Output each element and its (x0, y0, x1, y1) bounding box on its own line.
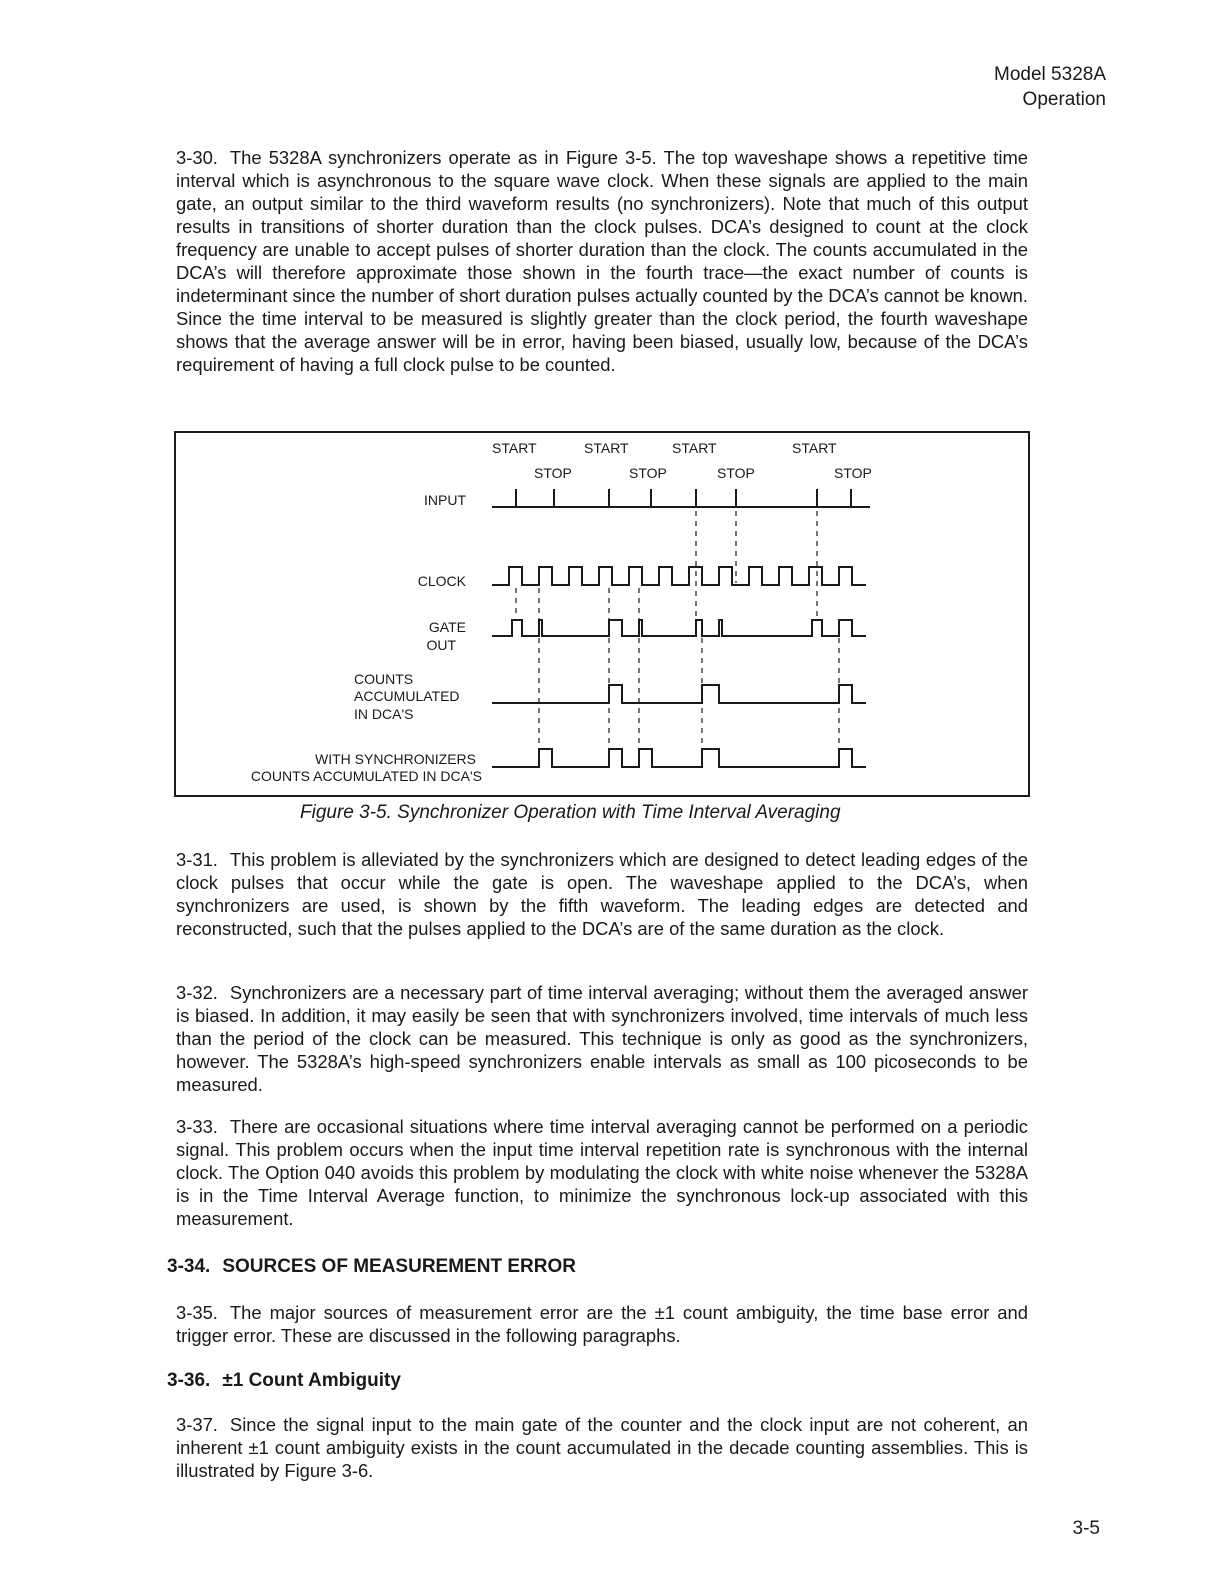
heading-number: 3-34. (167, 1256, 211, 1277)
paragraph-number: 3-31. (176, 849, 218, 870)
paragraph-number: 3-32. (176, 982, 218, 1003)
clock-waveform (492, 567, 866, 585)
paragraph-number: 3-33. (176, 1116, 218, 1137)
paragraph-number: 3-37. (176, 1414, 218, 1435)
clock-label: CLOCK (417, 573, 466, 589)
paragraph-text: Synchronizers are a necessary part of time interval averaging; without them the averaged answer is biased. In addition, it may easily be seen that with synchronizers involved, time intervals of much less than the period of the clock can be measured. This technique is only as good as the synchronizers, however. The 5328A’s high-speed synchronizers enable intervals as small as 100 picoseconds to be measured. (176, 982, 1028, 1095)
start-label: START (672, 440, 717, 456)
paragraph-3-30 (176, 146, 1028, 376)
paragraph-text: The major sources of measurement error are the ±1 count ambiguity, the time base error and trigger error. These are discussed in the following paragraphs. (176, 1302, 1028, 1346)
heading-text: ±1 Count Ambiguity (222, 1370, 401, 1391)
paragraph-3-31 (176, 848, 1028, 940)
gate-out-waveform (492, 620, 866, 636)
start-label: START (792, 440, 837, 456)
figure-caption: Figure 3-5. Synchronizer Operation with Time Interval Averaging (300, 802, 841, 823)
page-number: 3-5 (1072, 1518, 1100, 1539)
stop-label: STOP (534, 465, 572, 481)
section-heading-3-34 (167, 1256, 576, 1278)
timing-diagram (176, 433, 1028, 795)
figure-3-5 (174, 431, 1030, 797)
paragraph-text: There are occasional situations where time interval averaging cannot be performed on a periodic signal. This problem occurs when the input time interval repetition rate is synchronous with the internal clock. The Option 040 avoids this problem by modulating the clock with white noise whenever the 5328A is in the Time Interval Average function, to minimize the synchronous lock-up associated with this measurement. (176, 1116, 1028, 1229)
paragraph-text: The 5328A synchronizers operate as in Figure 3-5. The top waveshape shows a repetitive time interval which is asynchronous to the square wave clock. When these signals are applied to the main gate, an output similar to the third waveform results (no synchronizers). Note that much of this output results in transitions of shorter duration than the clock pulses. DCA’s designed to count at the clock frequency are unable to accept pulses of shorter duration than the clock. The counts accumulated in the DCA’s will therefore approximate those shown in the fourth trace—the exact number of counts is indeterminant since the number of short duration pulses actually counted by the DCA’s cannot be known. Since the time interval to be measured is slightly greater than the clock period, the fourth waveshape shows that the average answer will be in error, having been biased, usually low, because of the DCA’s requirement of having a full clock pulse to be counted. (176, 147, 1028, 375)
section-label: Operation (1022, 89, 1106, 110)
gate-out-label: OUT (426, 637, 456, 653)
paragraph-3-37 (176, 1413, 1028, 1482)
paragraph-3-32 (176, 981, 1028, 1096)
start-label: START (492, 440, 537, 456)
gate-label: GATE (428, 619, 466, 635)
heading-text: SOURCES OF MEASUREMENT ERROR (222, 1256, 576, 1277)
counts-label: COUNTS (354, 671, 414, 687)
section-heading-3-36 (167, 1370, 401, 1392)
with-synchronizers-label: WITH SYNCHRONIZERS (315, 751, 476, 767)
start-label: START (584, 440, 629, 456)
paragraph-number: 3-30. (176, 147, 218, 168)
stop-label: STOP (717, 465, 755, 481)
input-waveform (492, 489, 870, 507)
counts-accumulated-label: ACCUMULATED (354, 688, 460, 704)
sync-counts-label: COUNTS ACCUMULATED IN DCA'S (250, 768, 482, 784)
page-header (994, 62, 1106, 112)
stop-label: STOP (834, 465, 872, 481)
counts-waveform (492, 685, 866, 703)
paragraph-text: This problem is alleviated by the synchronizers which are designed to detect leading edges of the clock pulses that occur while the gate is open. The waveshape applied to the DCA’s, when synchronizers are used, is shown by the fifth waveform. The leading edges are detected and reconstructed, such that the pulses applied to the DCA’s are of the same duration as the clock. (176, 849, 1028, 939)
paragraph-3-33 (176, 1115, 1028, 1230)
paragraph-text: Since the signal input to the main gate of the counter and the clock input are not coherent, an inherent ±1 count ambiguity exists in the count accumulated in the decade counting assemblies. This is illustrated by Figure 3-6. (176, 1414, 1028, 1481)
model-label: Model 5328A (994, 64, 1106, 85)
heading-number: 3-36. (167, 1370, 211, 1391)
counts-in-dcas-label: IN DCA'S (354, 706, 414, 722)
paragraph-number: 3-35. (176, 1302, 218, 1323)
input-label: INPUT (424, 492, 466, 508)
paragraph-3-35 (176, 1301, 1028, 1347)
stop-label: STOP (629, 465, 667, 481)
sync-counts-waveform (492, 749, 866, 767)
